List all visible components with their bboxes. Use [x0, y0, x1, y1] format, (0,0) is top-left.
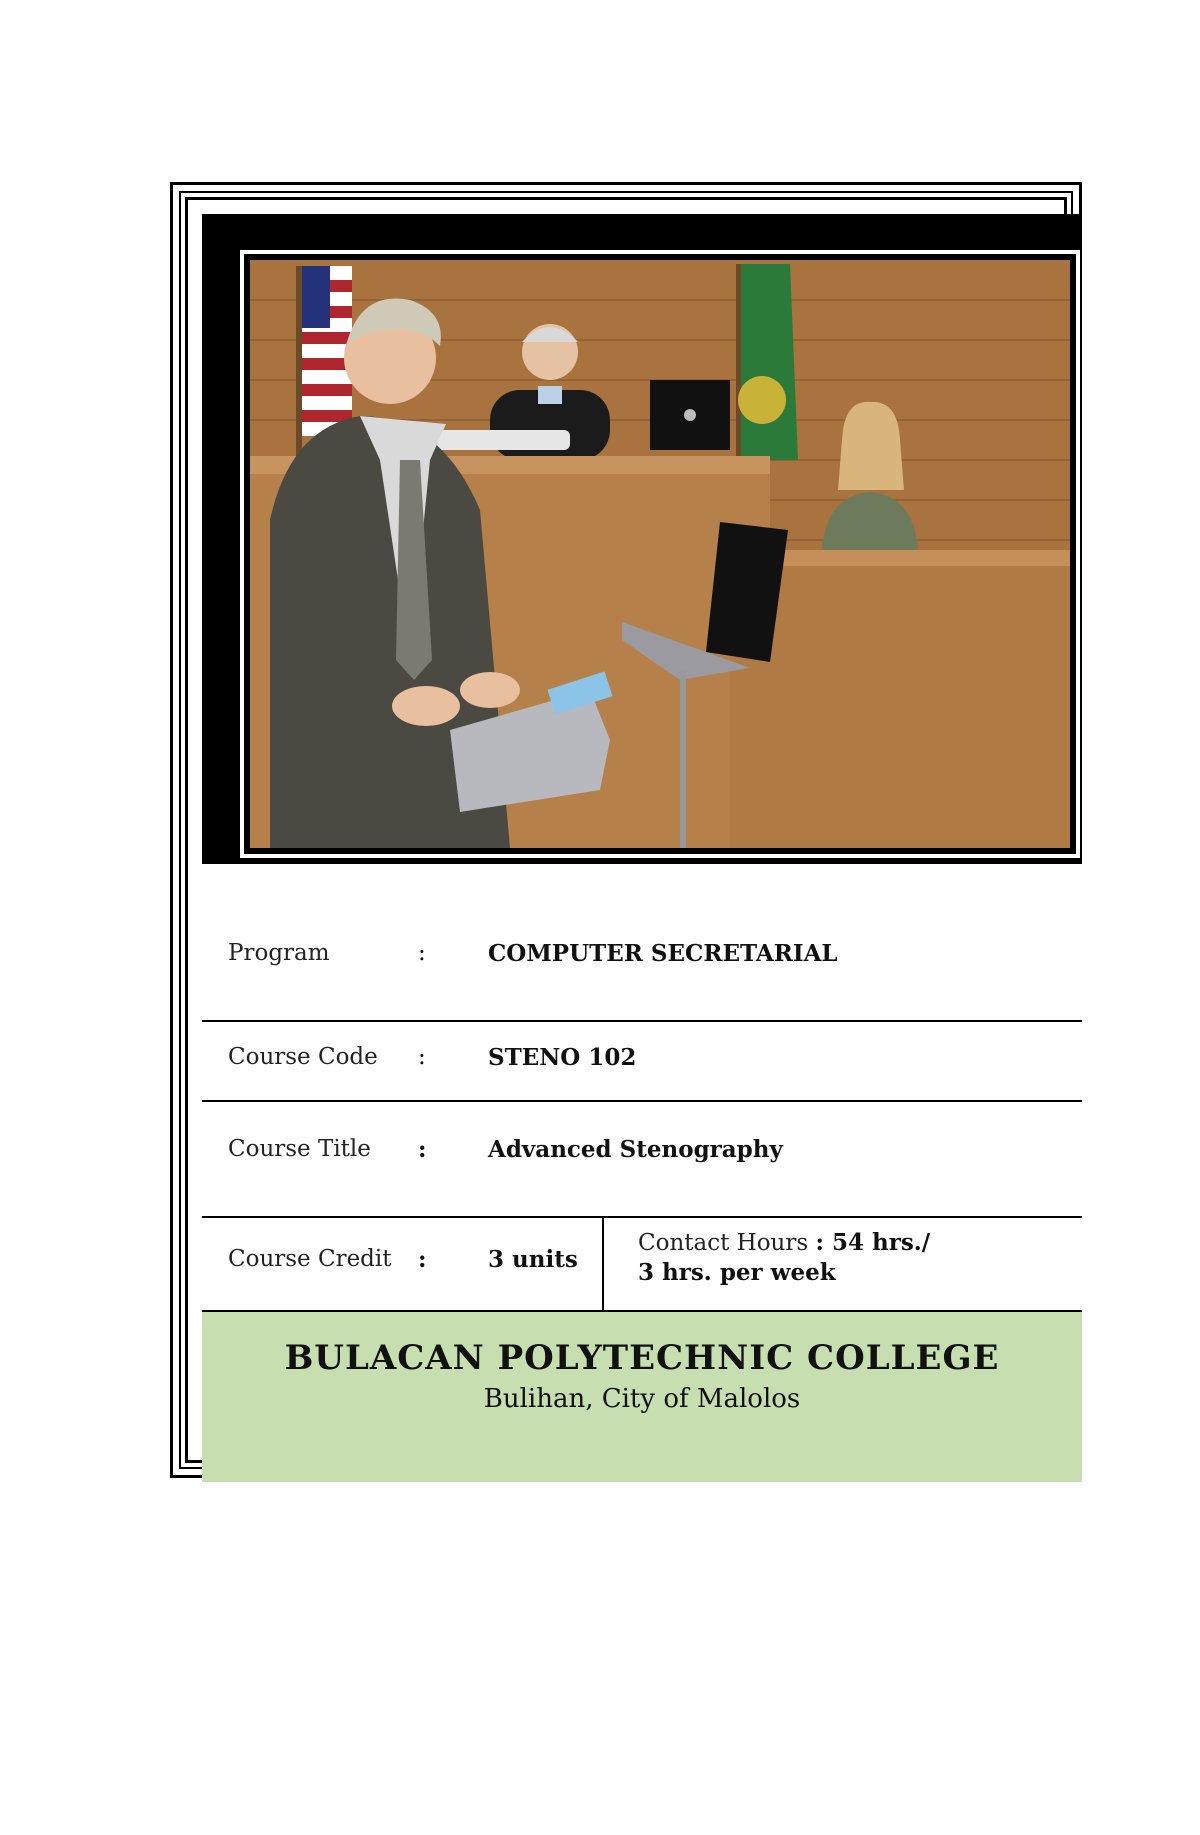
- course-code-label: Course Code: [228, 1044, 378, 1070]
- course-title-value: Advanced Stenography: [488, 1136, 783, 1163]
- courtroom-photo: [250, 260, 1070, 848]
- program-label: Program: [228, 940, 330, 966]
- contact-hours-label: Contact Hours: [638, 1230, 809, 1256]
- contact-hours-value: : 54 hrs./: [815, 1229, 931, 1256]
- college-footer: [202, 1310, 1082, 1482]
- course-title-colon: :: [418, 1136, 427, 1163]
- course-info-table: [202, 864, 1082, 1482]
- course-credit-value: 3 units: [488, 1246, 578, 1273]
- contact-hours: [638, 1228, 930, 1288]
- college-address: Bulihan, City of Malolos: [483, 1384, 801, 1414]
- photo-area: [202, 214, 1082, 864]
- course-code-colon: :: [418, 1044, 426, 1070]
- row-course-code: [202, 1022, 1082, 1102]
- courtroom-illustration: [250, 260, 1070, 848]
- credit-divider: [602, 1218, 604, 1310]
- college-name: BULACAN POLYTECHNIC COLLEGE: [284, 1338, 1000, 1378]
- row-course-title: [202, 1102, 1082, 1218]
- program-colon: :: [418, 940, 426, 966]
- row-program: [202, 864, 1082, 1022]
- program-value: COMPUTER SECRETARIAL: [488, 940, 838, 967]
- contact-hours-weekly: 3 hrs. per week: [638, 1259, 836, 1286]
- inner-border: [179, 191, 1073, 1469]
- course-title-label: Course Title: [228, 1136, 371, 1162]
- course-credit-colon: :: [418, 1246, 427, 1273]
- document-frame: [170, 182, 1082, 1478]
- row-course-credit: [202, 1218, 1082, 1310]
- inner-border-2: [185, 197, 1067, 1463]
- course-code-value: STENO 102: [488, 1044, 637, 1071]
- course-credit-label: Course Credit: [228, 1246, 392, 1272]
